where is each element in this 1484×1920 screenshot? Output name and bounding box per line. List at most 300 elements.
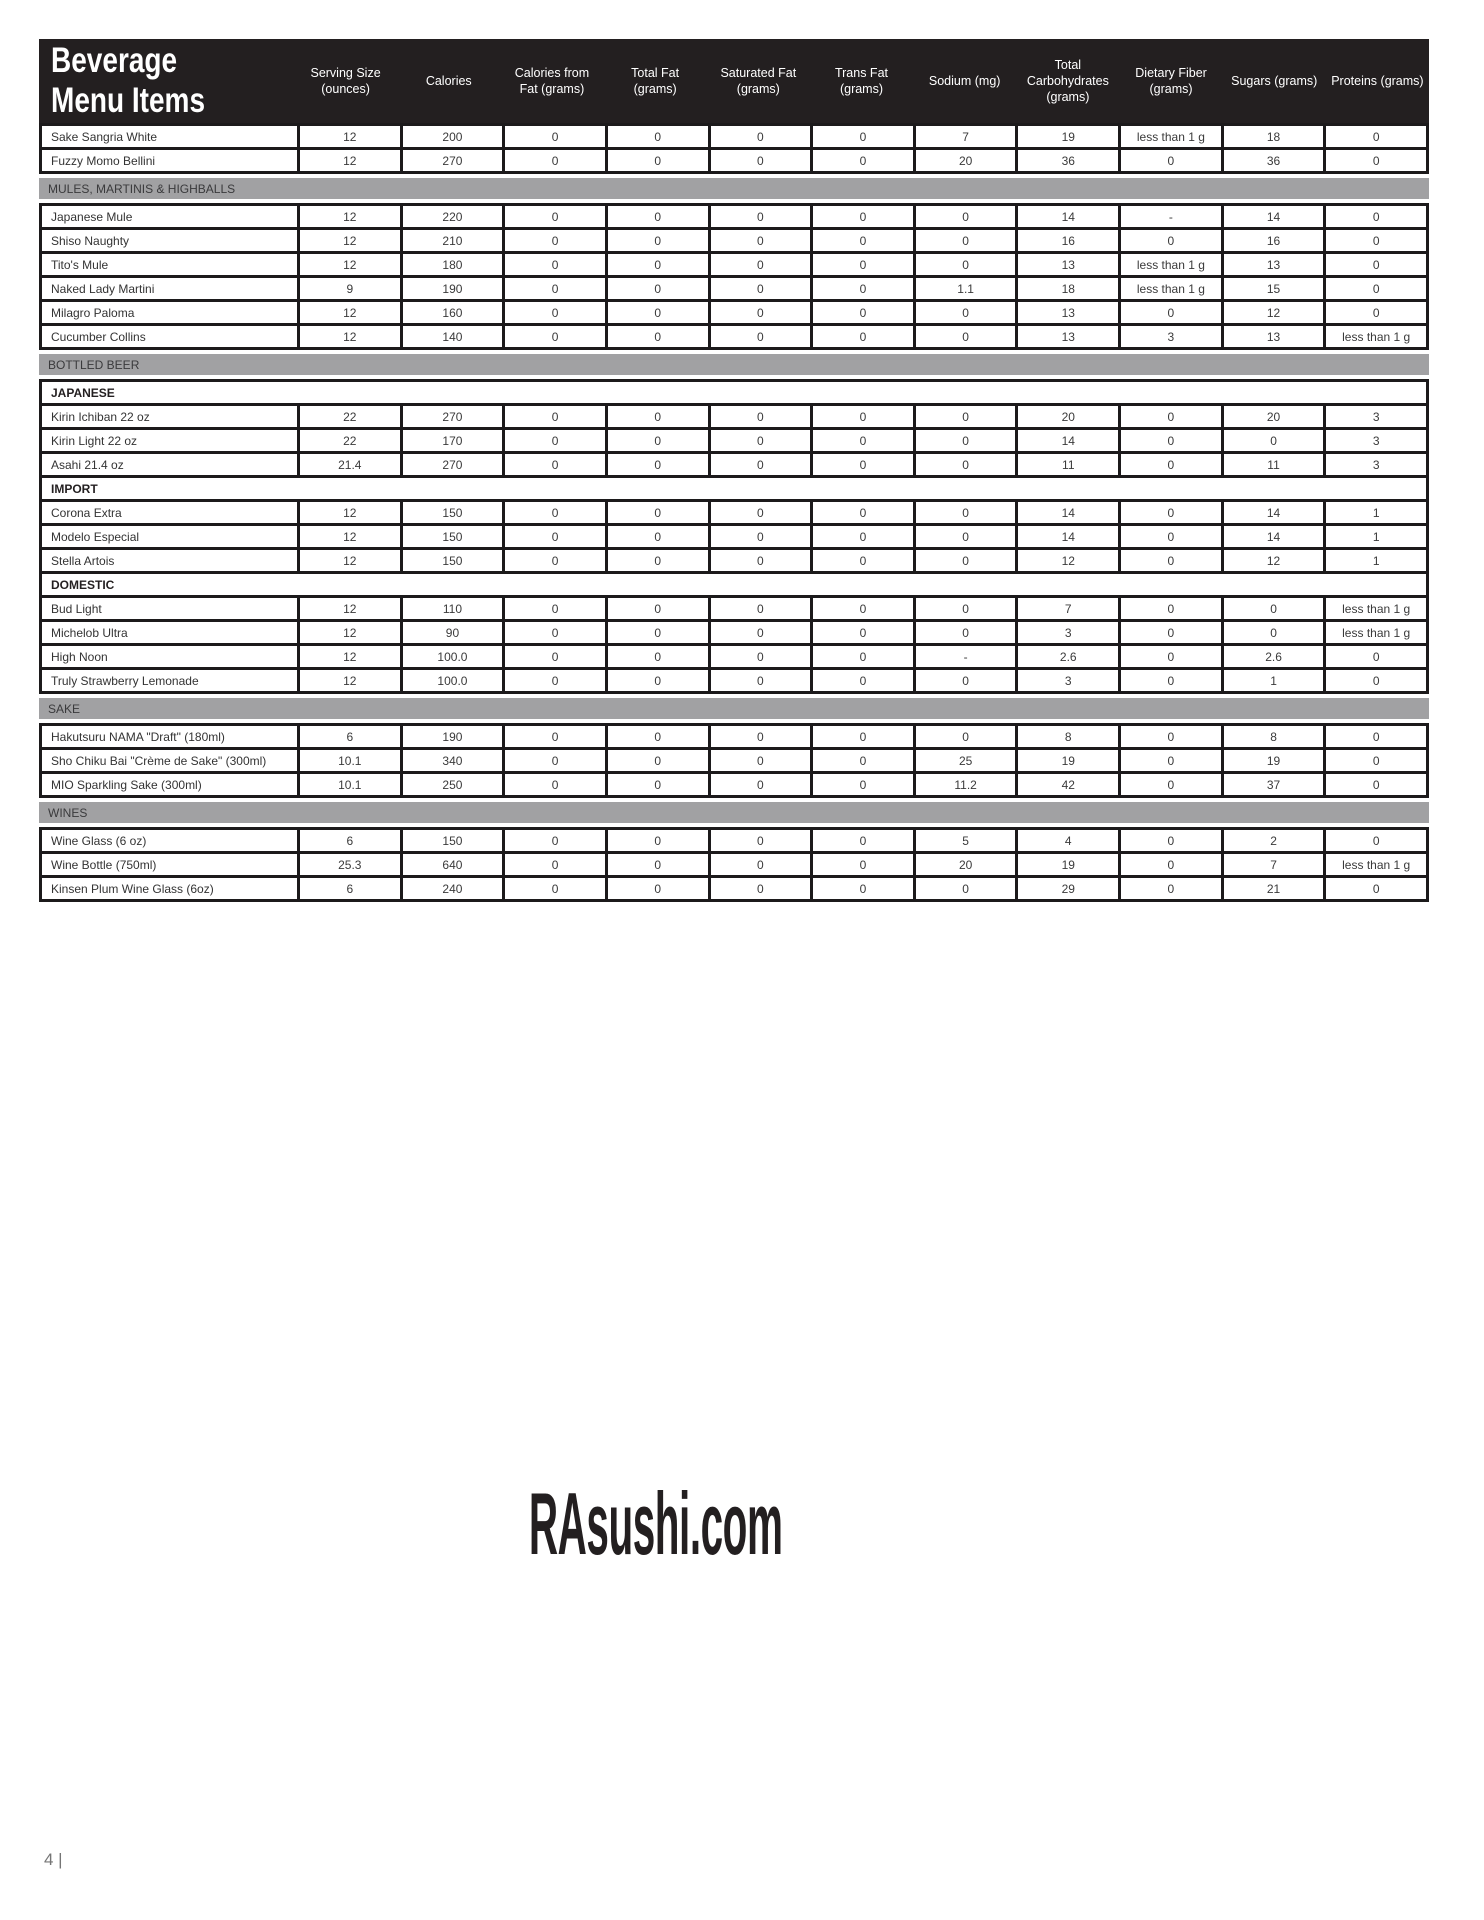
- value-cell: 13: [1224, 254, 1324, 275]
- subsection-label: JAPANESE: [51, 385, 115, 400]
- value-cell: 3: [1018, 670, 1118, 691]
- value-cell: 170: [403, 430, 503, 451]
- value-cell: 0: [813, 646, 913, 667]
- value-cell: 0: [608, 854, 708, 875]
- item-name-cell: Hakutsuru NAMA "Draft" (180ml): [42, 726, 297, 747]
- value-cell: 150: [403, 830, 503, 851]
- value-cell: 0: [711, 726, 811, 747]
- value-cell: 0: [1121, 430, 1221, 451]
- value-cell: 0: [916, 670, 1016, 691]
- table-row: [39, 406, 1429, 430]
- value-cell: 12: [300, 254, 400, 275]
- column-header: Calories: [425, 73, 472, 88]
- value-cell: 0: [813, 830, 913, 851]
- value-cell: 0: [916, 622, 1016, 643]
- value-cell: 0: [916, 878, 1016, 899]
- value-cell: 6: [300, 830, 400, 851]
- value-cell: 0: [916, 206, 1016, 227]
- value-cell: 37: [1224, 774, 1324, 795]
- value-cell: 250: [403, 774, 503, 795]
- value-cell: 12: [300, 526, 400, 547]
- item-name-cell: Milagro Paloma: [42, 302, 297, 323]
- table-row: [39, 670, 1429, 694]
- value-cell: 0: [1326, 302, 1426, 323]
- value-cell: 220: [403, 206, 503, 227]
- value-cell: 0: [711, 278, 811, 299]
- subsection-label: DOMESTIC: [51, 577, 115, 592]
- value-cell: 0: [813, 326, 913, 347]
- value-cell: 0: [1326, 230, 1426, 251]
- value-cell: 0: [1224, 622, 1324, 643]
- table-body: [39, 123, 1429, 902]
- value-cell: 0: [813, 254, 913, 275]
- table-row: [39, 326, 1429, 350]
- item-name-cell: Asahi 21.4 oz: [42, 454, 297, 475]
- value-cell: 0: [505, 646, 605, 667]
- value-cell: 0: [813, 670, 913, 691]
- table-row: [39, 454, 1429, 478]
- item-name-cell: Tito's Mule: [42, 254, 297, 275]
- value-cell: 0: [711, 550, 811, 571]
- value-cell: 0: [505, 830, 605, 851]
- value-cell: 0: [711, 670, 811, 691]
- value-cell: 0: [505, 502, 605, 523]
- value-cell: 42: [1018, 774, 1118, 795]
- value-cell: 0: [711, 502, 811, 523]
- value-cell: less than 1 g: [1326, 326, 1426, 347]
- table-row: [39, 827, 1429, 854]
- section-label: WINES: [48, 805, 88, 820]
- value-cell: 0: [608, 126, 708, 147]
- value-cell: 0: [916, 230, 1016, 251]
- value-cell: 0: [1121, 750, 1221, 771]
- value-cell: 0: [711, 622, 811, 643]
- value-cell: 0: [608, 430, 708, 451]
- value-cell: 0: [813, 550, 913, 571]
- value-cell: 0: [1121, 406, 1221, 427]
- value-cell: 0: [711, 406, 811, 427]
- value-cell: 1: [1326, 526, 1426, 547]
- value-cell: 12: [300, 230, 400, 251]
- value-cell: 11: [1018, 454, 1118, 475]
- item-name-cell: Naked Lady Martini: [42, 278, 297, 299]
- value-cell: 0: [608, 502, 708, 523]
- item-name-cell: Truly Strawberry Lemonade: [42, 670, 297, 691]
- value-cell: 0: [505, 278, 605, 299]
- value-cell: 0: [1121, 830, 1221, 851]
- item-name-cell: Japanese Mule: [42, 206, 297, 227]
- value-cell: 0: [1326, 646, 1426, 667]
- value-cell: 0: [1121, 670, 1221, 691]
- value-cell: 0: [505, 406, 605, 427]
- table-row: [39, 430, 1429, 454]
- value-cell: 0: [505, 206, 605, 227]
- value-cell: 100.0: [403, 646, 503, 667]
- item-name-cell: Bud Light: [42, 598, 297, 619]
- value-cell: 21: [1224, 878, 1324, 899]
- value-cell: 0: [1121, 878, 1221, 899]
- value-cell: 0: [813, 150, 913, 171]
- value-cell: 0: [1326, 750, 1426, 771]
- value-cell: 0: [916, 726, 1016, 747]
- value-cell: 0: [505, 150, 605, 171]
- value-cell: 0: [813, 302, 913, 323]
- value-cell: 270: [403, 454, 503, 475]
- subsection-row: [39, 478, 1429, 502]
- value-cell: 0: [711, 326, 811, 347]
- value-cell: 0: [916, 454, 1016, 475]
- value-cell: 0: [711, 150, 811, 171]
- value-cell: less than 1 g: [1326, 854, 1426, 875]
- value-cell: 19: [1018, 126, 1118, 147]
- value-cell: 0: [916, 598, 1016, 619]
- value-cell: 3: [1121, 326, 1221, 347]
- value-cell: 0: [1326, 126, 1426, 147]
- value-cell: 36: [1018, 150, 1118, 171]
- value-cell: 22: [300, 406, 400, 427]
- table-row: [39, 750, 1429, 774]
- value-cell: 0: [505, 878, 605, 899]
- value-cell: 12: [300, 598, 400, 619]
- value-cell: 0: [711, 598, 811, 619]
- table-row: [39, 774, 1429, 798]
- item-name-cell: Kinsen Plum Wine Glass (6oz): [42, 878, 297, 899]
- value-cell: 0: [505, 454, 605, 475]
- value-cell: less than 1 g: [1326, 598, 1426, 619]
- value-cell: 0: [608, 526, 708, 547]
- value-cell: 0: [608, 326, 708, 347]
- value-cell: 29: [1018, 878, 1118, 899]
- value-cell: 12: [300, 550, 400, 571]
- value-cell: 12: [300, 302, 400, 323]
- value-cell: 0: [711, 302, 811, 323]
- value-cell: 0: [711, 254, 811, 275]
- value-cell: 0: [711, 878, 811, 899]
- value-cell: 0: [505, 230, 605, 251]
- value-cell: 0: [1121, 454, 1221, 475]
- table-row: [39, 598, 1429, 622]
- item-name-cell: Stella Artois: [42, 550, 297, 571]
- section-bar: [39, 178, 1429, 199]
- value-cell: 14: [1018, 502, 1118, 523]
- value-cell: 8: [1018, 726, 1118, 747]
- value-cell: 14: [1224, 526, 1324, 547]
- value-cell: 0: [711, 830, 811, 851]
- value-cell: 0: [1326, 254, 1426, 275]
- item-name-cell: High Noon: [42, 646, 297, 667]
- value-cell: 14: [1018, 206, 1118, 227]
- value-cell: 0: [1121, 550, 1221, 571]
- value-cell: 12: [1018, 550, 1118, 571]
- value-cell: 0: [1121, 622, 1221, 643]
- section-label: BOTTLED BEER: [48, 357, 140, 372]
- value-cell: 0: [505, 550, 605, 571]
- value-cell: 1: [1224, 670, 1324, 691]
- value-cell: 0: [1121, 774, 1221, 795]
- value-cell: 0: [1326, 150, 1426, 171]
- value-cell: 0: [813, 126, 913, 147]
- value-cell: 18: [1224, 126, 1324, 147]
- column-header: Sodium (mg): [928, 73, 1001, 88]
- value-cell: 11.2: [916, 774, 1016, 795]
- item-name-cell: Sake Sangria White: [42, 126, 297, 147]
- value-cell: 7: [1224, 854, 1324, 875]
- value-cell: 20: [1224, 406, 1324, 427]
- value-cell: 9: [300, 278, 400, 299]
- value-cell: 0: [608, 278, 708, 299]
- value-cell: 0: [505, 430, 605, 451]
- table-row: [39, 254, 1429, 278]
- column-header: Dietary Fiber (grams): [1135, 65, 1207, 96]
- value-cell: 1.1: [916, 278, 1016, 299]
- value-cell: 0: [1121, 150, 1221, 171]
- value-cell: 0: [1121, 726, 1221, 747]
- column-header: Saturated Fat (grams): [720, 65, 797, 96]
- value-cell: 0: [608, 750, 708, 771]
- value-cell: 0: [916, 430, 1016, 451]
- rasushi-logo: RAsushi.com: [529, 1474, 783, 1573]
- value-cell: 6: [300, 878, 400, 899]
- value-cell: 14: [1018, 430, 1118, 451]
- value-cell: 36: [1224, 150, 1324, 171]
- value-cell: 0: [711, 750, 811, 771]
- value-cell: 13: [1018, 326, 1118, 347]
- value-cell: 0: [505, 302, 605, 323]
- value-cell: 1: [1326, 550, 1426, 571]
- value-cell: 0: [1121, 526, 1221, 547]
- value-cell: 0: [711, 854, 811, 875]
- value-cell: 0: [1326, 206, 1426, 227]
- item-name-cell: MIO Sparkling Sake (300ml): [42, 774, 297, 795]
- value-cell: 100.0: [403, 670, 503, 691]
- value-cell: 110: [403, 598, 503, 619]
- value-cell: 12: [1224, 302, 1324, 323]
- value-cell: 12: [300, 206, 400, 227]
- value-cell: 0: [608, 302, 708, 323]
- value-cell: 0: [608, 550, 708, 571]
- value-cell: 0: [916, 502, 1016, 523]
- value-cell: 20: [1018, 406, 1118, 427]
- value-cell: 12: [1224, 550, 1324, 571]
- value-cell: 0: [813, 454, 913, 475]
- column-header: Total Carbohydrates (grams): [1026, 57, 1109, 105]
- value-cell: 0: [1121, 230, 1221, 251]
- value-cell: 13: [1018, 254, 1118, 275]
- value-cell: 140: [403, 326, 503, 347]
- value-cell: 0: [1121, 854, 1221, 875]
- column-header: Total Fat (grams): [631, 65, 680, 96]
- value-cell: 18: [1018, 278, 1118, 299]
- page-title-line2: Menu Items: [51, 81, 206, 120]
- value-cell: 3: [1326, 454, 1426, 475]
- value-cell: 0: [505, 726, 605, 747]
- value-cell: 240: [403, 878, 503, 899]
- column-header: Serving Size (ounces): [310, 65, 381, 96]
- value-cell: 0: [813, 526, 913, 547]
- subsection-label: IMPORT: [51, 481, 98, 496]
- item-name-cell: Cucumber Collins: [42, 326, 297, 347]
- value-cell: 0: [505, 854, 605, 875]
- table-row: [39, 854, 1429, 878]
- table-row: [39, 150, 1429, 174]
- value-cell: 0: [813, 406, 913, 427]
- nutrition-table: [39, 39, 1429, 902]
- value-cell: 0: [1224, 598, 1324, 619]
- item-name-cell: Sho Chiku Bai "Crème de Sake" (300ml): [42, 750, 297, 771]
- value-cell: 0: [711, 774, 811, 795]
- column-header: Calories from Fat (grams): [514, 65, 590, 96]
- section-bar: [39, 354, 1429, 375]
- value-cell: 0: [916, 406, 1016, 427]
- value-cell: 190: [403, 278, 503, 299]
- value-cell: 0: [505, 598, 605, 619]
- value-cell: 0: [916, 302, 1016, 323]
- value-cell: 0: [505, 254, 605, 275]
- value-cell: 0: [711, 206, 811, 227]
- value-cell: 0: [608, 406, 708, 427]
- value-cell: 90: [403, 622, 503, 643]
- value-cell: 150: [403, 550, 503, 571]
- value-cell: 200: [403, 126, 503, 147]
- value-cell: 15: [1224, 278, 1324, 299]
- value-cell: 0: [608, 254, 708, 275]
- value-cell: 0: [1326, 726, 1426, 747]
- value-cell: 0: [505, 622, 605, 643]
- table-row: [39, 203, 1429, 230]
- value-cell: 340: [403, 750, 503, 771]
- value-cell: 0: [608, 646, 708, 667]
- value-cell: 12: [300, 326, 400, 347]
- value-cell: 7: [1018, 598, 1118, 619]
- value-cell: 25: [916, 750, 1016, 771]
- column-header: Trans Fat (grams): [834, 65, 888, 96]
- value-cell: 0: [608, 622, 708, 643]
- value-cell: 0: [711, 646, 811, 667]
- value-cell: less than 1 g: [1121, 126, 1221, 147]
- value-cell: less than 1 g: [1121, 278, 1221, 299]
- value-cell: 2: [1224, 830, 1324, 851]
- table-row: [39, 878, 1429, 902]
- value-cell: 0: [813, 878, 913, 899]
- item-name-cell: Kirin Light 22 oz: [42, 430, 297, 451]
- value-cell: -: [1121, 206, 1221, 227]
- table-row: [39, 278, 1429, 302]
- value-cell: 0: [608, 726, 708, 747]
- table-row: [39, 502, 1429, 526]
- value-cell: less than 1 g: [1326, 622, 1426, 643]
- value-cell: 270: [403, 406, 503, 427]
- value-cell: 4: [1018, 830, 1118, 851]
- value-cell: 0: [813, 622, 913, 643]
- value-cell: 0: [813, 750, 913, 771]
- value-cell: 6: [300, 726, 400, 747]
- value-cell: 12: [300, 646, 400, 667]
- section-bar: [39, 698, 1429, 719]
- value-cell: 14: [1018, 526, 1118, 547]
- value-cell: 0: [813, 430, 913, 451]
- value-cell: 0: [1121, 302, 1221, 323]
- value-cell: 22: [300, 430, 400, 451]
- value-cell: 0: [1326, 830, 1426, 851]
- value-cell: 0: [813, 726, 913, 747]
- value-cell: 3: [1326, 406, 1426, 427]
- value-cell: 0: [1224, 430, 1324, 451]
- table-row: [39, 302, 1429, 326]
- value-cell: 0: [608, 598, 708, 619]
- value-cell: 0: [505, 750, 605, 771]
- value-cell: 12: [300, 502, 400, 523]
- value-cell: 210: [403, 230, 503, 251]
- value-cell: 13: [1224, 326, 1324, 347]
- section-label: MULES, MARTINIS & HIGHBALLS: [48, 181, 236, 196]
- value-cell: 0: [608, 878, 708, 899]
- value-cell: 0: [711, 454, 811, 475]
- value-cell: 19: [1018, 750, 1118, 771]
- table-row: [39, 550, 1429, 574]
- value-cell: 3: [1018, 622, 1118, 643]
- value-cell: 0: [1121, 646, 1221, 667]
- table-row: [39, 723, 1429, 750]
- item-name-cell: Wine Bottle (750ml): [42, 854, 297, 875]
- value-cell: 7: [916, 126, 1016, 147]
- value-cell: 270: [403, 150, 503, 171]
- value-cell: 10.1: [300, 750, 400, 771]
- item-name-cell: Fuzzy Momo Bellini: [42, 150, 297, 171]
- value-cell: 12: [300, 670, 400, 691]
- value-cell: 0: [608, 206, 708, 227]
- value-cell: 25.3: [300, 854, 400, 875]
- value-cell: 0: [505, 774, 605, 795]
- page-number: 4 |: [44, 1850, 63, 1869]
- item-name-cell: Corona Extra: [42, 502, 297, 523]
- item-name-cell: Kirin Ichiban 22 oz: [42, 406, 297, 427]
- value-cell: 1: [1326, 502, 1426, 523]
- value-cell: 0: [1121, 502, 1221, 523]
- subsection-row: [39, 379, 1429, 406]
- value-cell: 13: [1018, 302, 1118, 323]
- table-row: [39, 526, 1429, 550]
- table-header: [39, 39, 1429, 123]
- value-cell: 8: [1224, 726, 1324, 747]
- value-cell: 0: [505, 126, 605, 147]
- value-cell: 16: [1018, 230, 1118, 251]
- value-cell: 14: [1224, 206, 1324, 227]
- value-cell: 0: [608, 830, 708, 851]
- value-cell: 20: [916, 150, 1016, 171]
- value-cell: 0: [813, 854, 913, 875]
- value-cell: 0: [505, 670, 605, 691]
- subsection-row: [39, 574, 1429, 598]
- value-cell: 12: [300, 126, 400, 147]
- value-cell: 150: [403, 526, 503, 547]
- value-cell: 160: [403, 302, 503, 323]
- page-title-line1: Beverage: [51, 41, 178, 81]
- footer-logo-container: [0, 1474, 1312, 1573]
- value-cell: 190: [403, 726, 503, 747]
- value-cell: 150: [403, 502, 503, 523]
- value-cell: 3: [1326, 430, 1426, 451]
- value-cell: 0: [711, 126, 811, 147]
- value-cell: 0: [916, 254, 1016, 275]
- value-cell: 0: [1121, 598, 1221, 619]
- value-cell: 0: [813, 502, 913, 523]
- value-cell: 12: [300, 150, 400, 171]
- table-row: [39, 230, 1429, 254]
- value-cell: 0: [813, 598, 913, 619]
- value-cell: 11: [1224, 454, 1324, 475]
- value-cell: 0: [608, 230, 708, 251]
- value-cell: 0: [608, 454, 708, 475]
